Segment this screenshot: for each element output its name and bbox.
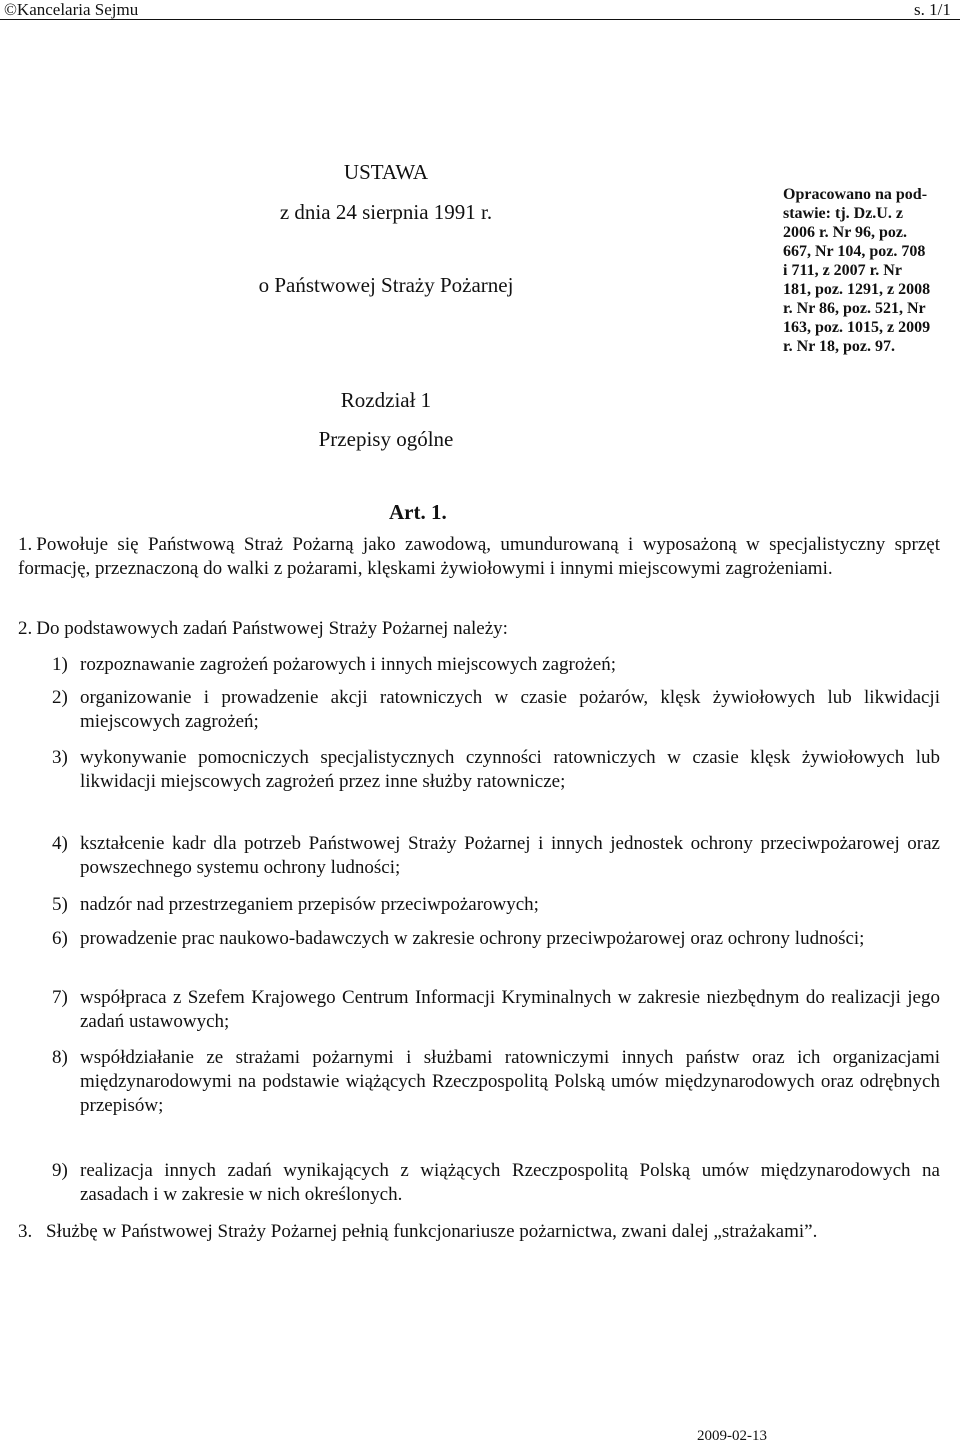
list-item-text: nadzór nad przestrzeganiem przepisów przeciwpożarowych;: [80, 894, 539, 915]
paragraph-text: Powołuje się Państwową Straż Pożarną jako zawodową, umundurowaną i wyposażoną w specjalistyczny sprzęt formację, przeznaczoną do walki z pożarami, klęskami żywiołowymi i innymi miejscowymi zagrożeniami.: [18, 534, 940, 579]
header-rule: [0, 19, 960, 20]
list-item: [52, 1159, 940, 1207]
list-item: [52, 1046, 940, 1118]
footer-date: 2009-02-13: [697, 1428, 767, 1444]
list-item: [52, 653, 940, 677]
source-note-line: r. Nr 86, poz. 521, Nr: [783, 300, 926, 317]
list-item-number: 1): [52, 654, 68, 675]
list-item-text: prowadzenie prac naukowo-badawczych w zakresie ochrony przeciwpożarowej oraz ochrony ludności;: [80, 928, 865, 949]
paragraph-1: [18, 533, 940, 581]
list-item: [52, 686, 940, 734]
list-item: [52, 927, 940, 951]
list-item-number: 5): [52, 894, 68, 915]
act-date: z dnia 24 sierpnia 1991 r.: [279, 200, 493, 224]
source-note-line: r. Nr 18, poz. 97.: [783, 338, 895, 355]
paragraph-2: [18, 617, 940, 641]
paragraph-text: Służbę w Państwowej Straży Pożarnej pełnią funkcjonariusze pożarnictwa, zwani dalej „strażakami”.: [46, 1221, 818, 1242]
list-item-number: 4): [52, 833, 68, 854]
chapter-number: Rozdział 1: [340, 388, 432, 412]
list-item: [52, 832, 940, 880]
act-type: USTAWA: [343, 160, 429, 184]
list-item-text: organizowanie i prowadzenie akcji ratowniczych w czasie pożarów, klęsk żywiołowych lub likwidacji miejscowych zagrożeń;: [80, 687, 940, 732]
list-item-text: realizacja innych zadań wynikających z wiążących Rzeczpospolitą Polską umów międzynarodowych na zasadach i w zakresie w nich określonych.: [80, 1160, 940, 1205]
list-item-text: współdziałanie ze strażami pożarnymi i służbami ratowniczymi innych państw oraz ich organizacjami międzynarodowymi na podstawie wiążących Rzeczpospolitą Polską umów międzynarodowych oraz odrębnych przepisów;: [80, 1047, 940, 1116]
list-item-text: rozpoznawanie zagrożeń pożarowych i innych miejscowych zagrożeń;: [80, 654, 616, 675]
list-item: [52, 986, 940, 1034]
article-heading: Art. 1.: [389, 500, 447, 524]
source-note: [783, 185, 960, 356]
paragraph-3: [18, 1220, 940, 1244]
header-page-number: s. 1/1: [914, 0, 951, 19]
list-item-text: współpraca z Szefem Krajowego Centrum Informacji Kryminalnych w zakresie niezbędnym do realizacji jego zadań ustawowych;: [80, 987, 940, 1032]
chapter-title: Przepisy ogólne: [318, 427, 454, 451]
source-note-line: stawie: tj. Dz.U. z: [783, 205, 903, 222]
source-note-line: 163, poz. 1015, z 2009: [783, 319, 931, 336]
source-note-line: 667, Nr 104, poz. 708: [783, 243, 926, 260]
source-note-line: 181, poz. 1291, z 2008: [783, 281, 931, 298]
header-publisher: ©Kancelaria Sejmu: [4, 0, 139, 19]
source-note-line: Opracowano na pod-: [783, 186, 928, 203]
list-item-number: 7): [52, 987, 68, 1008]
paragraph-number: 2.: [18, 618, 33, 639]
list-item-number: 6): [52, 928, 68, 949]
list-item-text: wykonywanie pomocniczych specjalistycznych czynności ratowniczych w czasie klęsk żywiołowych lub likwidacji miejscowych zagrożeń przez inne służby ratownicze;: [80, 747, 940, 792]
source-note-line: i 711, z 2007 r. Nr: [783, 262, 902, 279]
source-note-line: 2006 r. Nr 96, poz.: [783, 224, 907, 241]
paragraph-number: 3.: [18, 1221, 33, 1242]
paragraph-text: Do podstawowych zadań Państwowej Straży Pożarnej należy:: [36, 618, 508, 639]
list-item-number: 9): [52, 1160, 68, 1181]
list-item: [52, 746, 940, 794]
act-subject: o Państwowej Straży Pożarnej: [258, 273, 514, 297]
list-item-text: kształcenie kadr dla potrzeb Państwowej Straży Pożarnej i innych jednostek ochrony przeciwpożarowej oraz powszechnego systemu ochrony ludności;: [80, 833, 940, 878]
list-item-number: 3): [52, 747, 68, 768]
list-item-number: 2): [52, 687, 68, 708]
list-item: [52, 893, 940, 917]
paragraph-number: 1.: [18, 534, 33, 555]
list-item-number: 8): [52, 1047, 68, 1068]
